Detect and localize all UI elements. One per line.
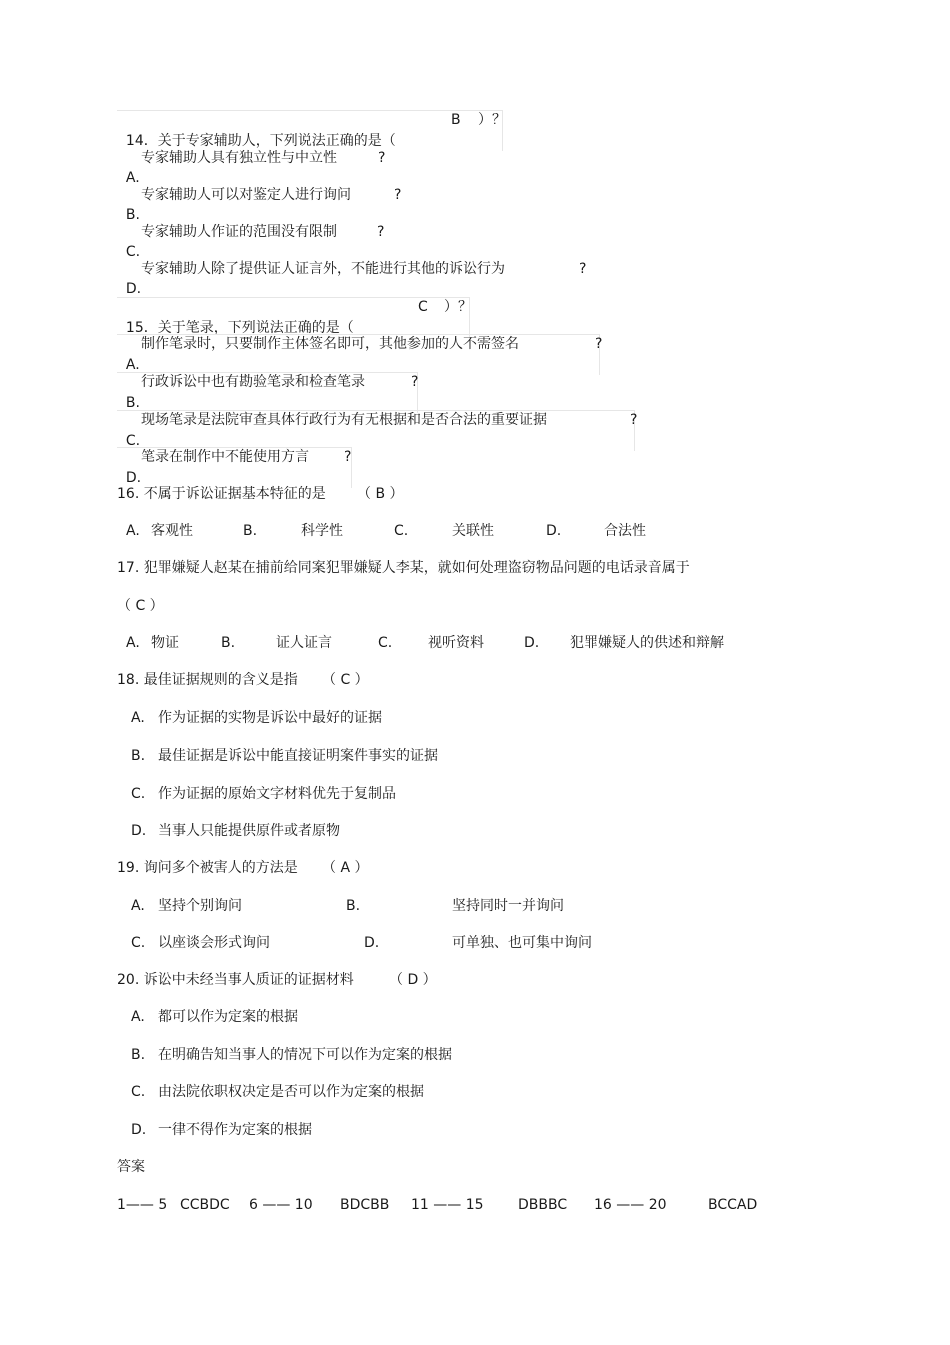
question-18-paren: （ C ） xyxy=(322,672,369,688)
q15-option-d-mark: ? xyxy=(344,449,352,465)
q19-option-a-text: 坚持个别询问 xyxy=(158,898,242,914)
option-letter: C. xyxy=(125,244,141,260)
q16-option-a-letter: A. xyxy=(126,523,140,539)
question-15-close: ）？ xyxy=(444,299,472,315)
option-letter: C. xyxy=(125,433,141,449)
q20-option-d-text: 一律不得作为定案的根据 xyxy=(158,1122,312,1138)
q20-option-b-letter: B. xyxy=(131,1047,146,1063)
q20-option-a-text: 都可以作为定案的根据 xyxy=(158,1009,298,1025)
q17-option-a-letter: A. xyxy=(126,635,140,651)
q20-option-b-text: 在明确告知当事人的情况下可以作为定案的根据 xyxy=(158,1047,452,1063)
q16-option-b-text: 科学性 xyxy=(301,523,343,539)
option-letter: B. xyxy=(125,207,140,223)
q14-option-d xyxy=(117,259,141,299)
q15-option-a-text: 制作笔录时，只要制作主体签名即可，其他参加的人不需签名 xyxy=(141,336,519,352)
q18-option-d-letter: D. xyxy=(131,823,147,839)
question-14-close: ）？ xyxy=(478,112,506,128)
q14-option-b-mark: ? xyxy=(394,187,402,203)
question-20-stem: 20. 诉讼中未经当事人质证的证据材料 xyxy=(117,972,354,988)
q15-option-b-text: 行政诉讼中也有勘验笔录和检查笔录 xyxy=(141,374,365,390)
answer-range-2: 6 —— 10 xyxy=(249,1197,313,1213)
answer-range-1: 1—— 5 xyxy=(117,1197,168,1213)
question-18-stem: 18. 最佳证据规则的含义是指 xyxy=(117,672,298,688)
q16-option-c-letter: C. xyxy=(394,523,409,539)
q16-option-a-text: 客观性 xyxy=(151,523,193,539)
q19-option-c-letter: C. xyxy=(131,935,146,951)
q18-option-b-text: 最佳证据是诉讼中能直接证明案件事实的证据 xyxy=(158,748,438,764)
answer-range-4: 16 —— 20 xyxy=(594,1197,667,1213)
q17-option-b-text: 证人证言 xyxy=(276,635,332,651)
q15-option-b-mark: ? xyxy=(411,374,419,390)
q18-option-a-letter: A. xyxy=(131,710,145,726)
option-letter: D. xyxy=(125,470,142,486)
q14-option-d-text: 专家辅助人除了提供证人证言外，不能进行其他的诉讼行为 xyxy=(141,261,505,277)
answer-keys-1: CCBDC xyxy=(180,1197,230,1213)
q19-option-a-letter: A. xyxy=(131,898,145,914)
question-16-stem: 16. 不属于诉讼证据基本特征的是 xyxy=(117,486,326,502)
q14-option-c-mark: ? xyxy=(377,224,385,240)
question-14-answer: B xyxy=(451,112,461,128)
answer-keys-2: BDCBB xyxy=(340,1197,390,1213)
question-17-paren: （ C ） xyxy=(117,598,164,614)
option-letter: D. xyxy=(125,281,142,297)
q20-option-c-letter: C. xyxy=(131,1084,146,1100)
answer-keys-3: DBBBC xyxy=(518,1197,568,1213)
q20-option-a-letter: A. xyxy=(131,1009,145,1025)
q17-option-b-letter: B. xyxy=(221,635,236,651)
q18-option-a-text: 作为证据的实物是诉讼中最好的证据 xyxy=(158,710,382,726)
question-19-stem: 19. 询问多个被害人的方法是 xyxy=(117,860,298,876)
q17-option-c-letter: C. xyxy=(378,635,393,651)
q14-option-a xyxy=(117,148,140,188)
q15-option-a-mark: ? xyxy=(595,336,603,352)
q19-option-c-text: 以座谈会形式询问 xyxy=(158,935,270,951)
q14-option-c xyxy=(117,222,140,262)
q14-option-a-mark: ? xyxy=(378,150,386,166)
q16-option-b-letter: B. xyxy=(243,523,258,539)
question-17-stem: 17. 犯罪嫌疑人赵某在捕前给同案犯罪嫌疑人李某，就如何处理盗窃物品问题的电话录音属于 xyxy=(117,560,690,576)
q18-option-d-text: 当事人只能提供原件或者原物 xyxy=(158,823,340,839)
answers-heading: 答案 xyxy=(117,1159,145,1175)
question-stem-text: 15．关于笔录，下列说法正确的是（ xyxy=(125,320,354,336)
q15-option-c-mark: ? xyxy=(630,412,638,428)
q15-option-c-text: 现场笔录是法院审查具体行政行为有无根据和是否合法的重要证据 xyxy=(141,412,547,428)
q14-option-a-text: 专家辅助人具有独立性与中立性 xyxy=(141,150,337,166)
q17-option-d-text: 犯罪嫌疑人的供述和辩解 xyxy=(570,635,724,651)
q19-option-d-letter: D. xyxy=(364,935,380,951)
q19-option-d-text: 可单独、也可集中询问 xyxy=(452,935,592,951)
q20-option-c-text: 由法院依职权决定是否可以作为定案的根据 xyxy=(158,1084,424,1100)
q14-option-d-mark: ? xyxy=(579,261,587,277)
q18-option-c-text: 作为证据的原始文字材料优先于复制品 xyxy=(158,786,396,802)
question-14-stem xyxy=(117,110,503,151)
q18-option-c-letter: C. xyxy=(131,786,146,802)
q14-option-b-text: 专家辅助人可以对鉴定人进行询问 xyxy=(141,187,351,203)
q14-option-c-text: 专家辅助人作证的范围没有限制 xyxy=(141,224,337,240)
answer-keys-4: BCCAD xyxy=(708,1197,758,1213)
option-letter: B. xyxy=(125,395,140,411)
q17-option-d-letter: D. xyxy=(524,635,540,651)
answer-range-3: 11 —— 15 xyxy=(411,1197,484,1213)
option-letter: A. xyxy=(125,170,140,186)
question-stem-text: 14．关于专家辅助人，下列说法正确的是（ xyxy=(125,133,396,149)
q16-option-c-text: 关联性 xyxy=(452,523,494,539)
question-15-answer: C xyxy=(418,299,428,315)
q15-option-d-text: 笔录在制作中不能使用方言 xyxy=(141,449,309,465)
q14-option-b xyxy=(117,185,140,225)
q16-option-d-text: 合法性 xyxy=(604,523,646,539)
question-16-paren: （ B ） xyxy=(357,486,404,502)
q19-option-b-letter: B. xyxy=(346,898,361,914)
q17-option-c-text: 视听资料 xyxy=(428,635,484,651)
q16-option-d-letter: D. xyxy=(546,523,562,539)
question-19-paren: （ A ） xyxy=(322,860,369,876)
q19-option-b-text: 坚持同时一并询问 xyxy=(452,898,564,914)
q17-option-a-text: 物证 xyxy=(151,635,179,651)
question-20-paren: （ D ） xyxy=(389,972,437,988)
q18-option-b-letter: B. xyxy=(131,748,146,764)
q20-option-d-letter: D. xyxy=(131,1122,147,1138)
option-letter: A. xyxy=(125,357,140,373)
